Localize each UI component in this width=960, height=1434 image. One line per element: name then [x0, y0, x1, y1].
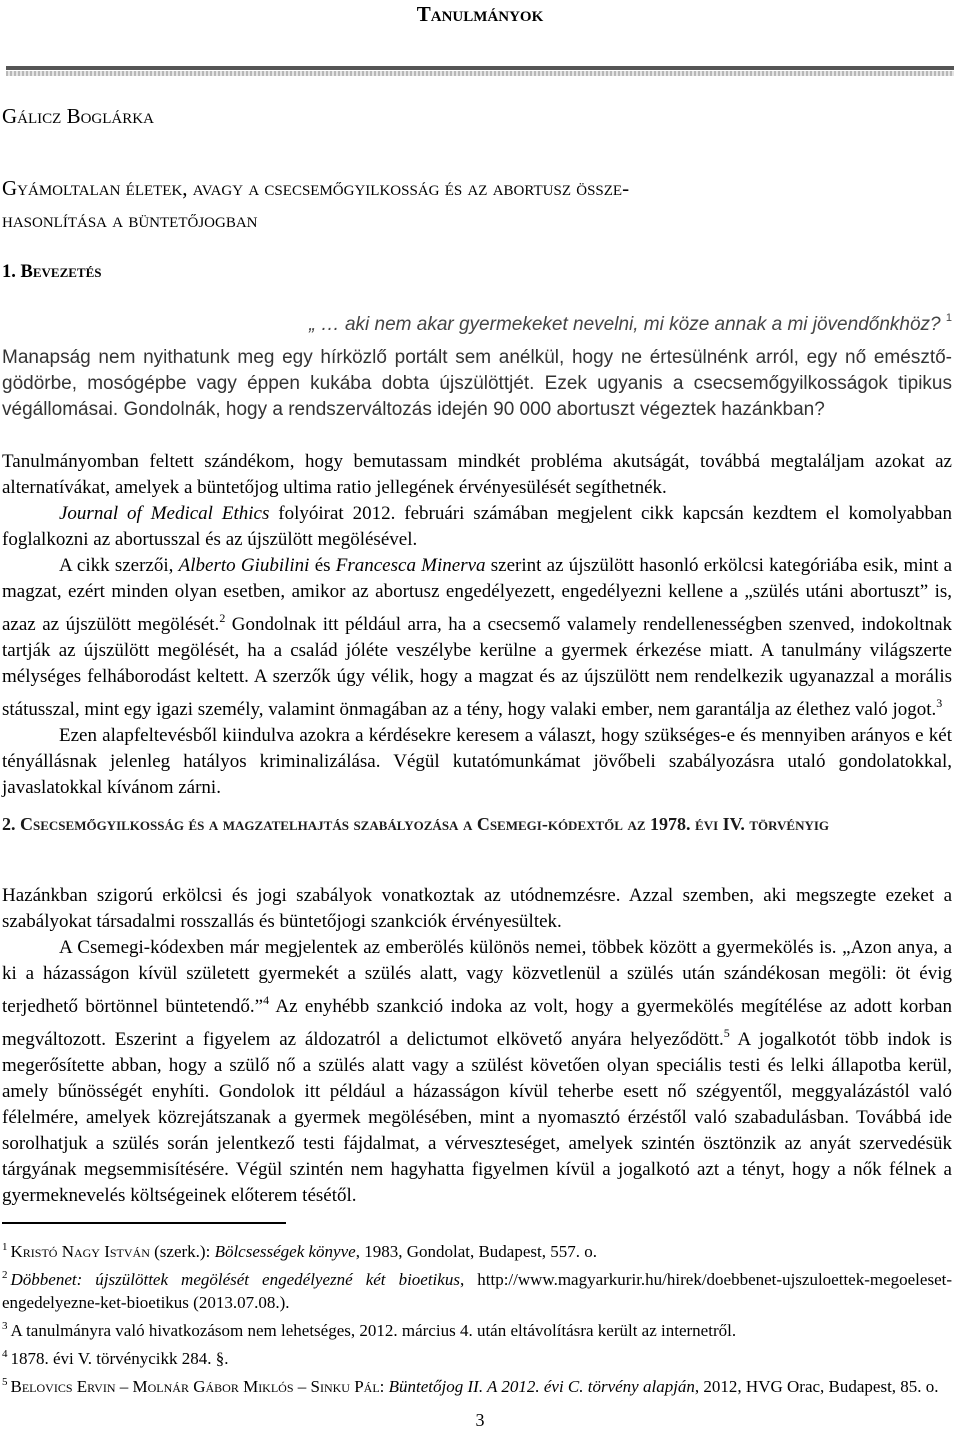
header-rule: [6, 66, 954, 70]
footnotes: [2, 1236, 952, 1399]
body-text: A Csemegi-kódexben már megjelentek az emberölés különös nemei, többek között a gyermekölés is. „Azon anya, a ki a házasságon kívül született gyermekét a szülés alatt, vagy közvetlenül a szülés után szándékosan megöli: öt évig terjedhető börtönnel büntetendő.”: [2, 937, 952, 1017]
author-ref: Francesca Minerva: [335, 555, 486, 576]
article-title: [2, 172, 952, 236]
body-paragraph-3: [2, 553, 952, 723]
section-2-body: [2, 883, 952, 1209]
body-text: folyóirat 2012. februári számában megjelent cikk kapcsán kezdtem el komolyabban foglalkozni az abortusszal és az újszülött megölésével.: [2, 503, 952, 550]
body-paragraph-4: Ezen alapfeltevésből kiindulva azokra a kérdésekre keresem a választ, hogy szükséges-e és mennyiben arányos e két tényállásnak jelenleg hatályos kriminalizálása. Végül kutatómunkámat jövőbeli szabályozásra utaló gondolatokkal, javaslatokkal kívánom zárni.: [2, 725, 952, 798]
footnote-4: [2, 1343, 952, 1370]
body-text: A jogalkotót több indok is megerősítette abban, hogy a szülő nő a szülés alatt vagy a szülést követően olyan speciális testi és lelki állapotba kerül, amely bűnösségét enyhíti. Gondolok itt például a házasságon kívül teherbe esett nő szégyentől, meggyalázástól való félelmére, amelyek közrejátszanak a gyermek megölésében, mint a nyomasztó érzéstől való szabadulásban. Továbbá ide sorolhatjuk a szülés során jelentkező testi fájdalmat, a vérveszteséget, amelyek szintén ösztönzik az anyát szervedésük tárgyának megsemmisítésére. Végül szintén nem hagyhatta figyelmen kívül a jogalkotó azt a tényt, hogy a nők félnek a gyermeknevelés költségeinek előterem tésétől.: [2, 1029, 952, 1206]
header-rule-pattern: [6, 71, 954, 76]
body-text: szerint az újszülött hasonló erkölcsi kategóriába esik, mint a magzat, ezért minden olyan esetben, amikor az abortusz engedélyezett, engedélyezni kellene a „szülés utáni abortuszt” is, azaz az újszülött megölését.: [2, 555, 953, 635]
footnote-number: 2: [2, 1269, 8, 1281]
footnote-2: [2, 1264, 952, 1314]
footnote-text: (szerk.):: [149, 1242, 215, 1261]
footnote-ref-5[interactable]: 5: [723, 1026, 730, 1040]
footnote-5: [2, 1371, 952, 1398]
body-text: Az enyhébb szankció indoka az volt, hogy a gyermekölés megítélése az adott korban megváltozott. Eszerint a figyelem az áldozatról a delictumot elkövető anyára helyeződött.: [2, 996, 952, 1050]
section-2-heading: 2. Csecsemőgyilkosság és a magzatelhajtás szabályozása a Csemegi-kódextől az 1978. évi IV. törvényig: [2, 814, 830, 834]
intro-text: Manapság nem nyithatunk meg egy hírközlő portált sem anélkül, hogy ne értesülnénk arról, egy nő emésztő-gödörbe, mosógépbe vagy éppen kukába dobta újszülöttjét. Ezek ugyanis a csecsemőgyilkosságok tipikus végállomásai. Gondolnák, hogy a rendszerváltozás idején 90 000 abortuszt végeztek hazánkban?: [2, 347, 952, 420]
title-line-2: hasonlítása a büntetőjogban: [2, 208, 258, 232]
footnote-rule: [2, 1222, 286, 1224]
body-text: és: [309, 555, 336, 576]
footnote-3: [2, 1315, 952, 1342]
footnote-author: Kristó Nagy István: [10, 1242, 150, 1261]
section-1-heading: 1. Bevezetés: [2, 262, 102, 282]
footnote-text: A tanulmányra való hivatkozásom nem lehetséges, 2012. március 4. után eltávolításra került az internetről.: [10, 1321, 737, 1340]
body-text: A cikk szerzői,: [59, 555, 179, 576]
footnote-number: 4: [2, 1348, 8, 1360]
body-text: Tanulmányomban feltett szándékom, hogy bemutassam mindkét probléma akutságát, továbbá megtaláljam azokat az alternatívákat, amelyek a büntetőjog ultima ratio jellegének érvényesülését segíthetnék.: [2, 451, 952, 498]
author-name: Gálicz Boglárka: [2, 104, 154, 128]
journal-name: Journal of Medical Ethics: [59, 503, 270, 524]
body-paragraph-5: Hazánkban szigorú erkölcsi és jogi szabályok vonatkoztak az utódnemzésre. Azzal szemben, aki megszegte ezeket a szabályokat társadalmi rosszallás és büntetőjogi szankciók érvényesültek.: [2, 885, 952, 932]
body-paragraph-2: [2, 501, 952, 553]
footnote-number: 3: [2, 1320, 8, 1332]
title-line-1: Gyámoltalan életek, avagy a csecsemőgyilkosság és az abortusz össze-: [2, 176, 630, 200]
intro-body: [2, 449, 952, 801]
running-header: Tanulmányok: [416, 2, 544, 26]
footnote-1: [2, 1236, 952, 1263]
footnote-ref-4[interactable]: 4: [263, 993, 270, 1007]
footnote-number: 5: [2, 1376, 8, 1388]
footnote-title: Döbbenet: újszülöttek megölését engedélyezné két bioetikus: [10, 1270, 460, 1289]
page-number: 3: [475, 1410, 485, 1430]
footnote-ref-2[interactable]: 2: [219, 611, 226, 625]
footnote-author: Belovics Ervin – Molnár Gábor Miklós – Sinku Pál: [10, 1377, 380, 1396]
footnote-ref-3[interactable]: 3: [936, 696, 943, 710]
footnote-link[interactable]: , http://www.magyarkurir.hu/hirek/doebbenet-ujszuloettek-megoeleset-engedelyezne-ket-bioetikus (2013.07.08.).: [2, 1270, 952, 1312]
footnote-text: , 2012, HVG Orac, Budapest, 85. o.: [694, 1377, 939, 1396]
footnote-number: 1: [2, 1241, 8, 1253]
footnote-title: Bölcsességek könyve: [214, 1242, 356, 1261]
body-paragraph-6: [2, 935, 952, 1209]
body-text: Gondolnak itt például arra, ha a csecsemő valamely rendellenességben szenved, indokoltnak tartják az újszülött megölését, ha a család jóléte veszélybe kerülne a gyermek érkezése miatt. A tanulmány világszerte mélységes felháborodást keltett. A szerzők úgy vélik, hogy a magzat és az újszülött nem rendelkezik ugyanazzal a morális státusszal, mint egy igazi személy, valamint önmagában az a tény, hogy valaki ember, nem garantálja az élethez való jogot.: [2, 614, 953, 720]
motto-quote: [309, 312, 952, 336]
intro-paragraph: [2, 345, 952, 423]
footnote-title: Büntetőjog II. A 2012. évi C. törvény alapján: [388, 1377, 695, 1396]
footnote-text: :: [379, 1377, 389, 1396]
footnote-ref-1[interactable]: 1: [945, 312, 952, 324]
author-ref: Alberto Giubilini: [178, 555, 310, 576]
footnote-text: , 1983, Gondolat, Budapest, 557. o.: [355, 1242, 597, 1261]
footnote-text: 1878. évi V. törvénycikk 284. §.: [10, 1349, 229, 1368]
body-paragraph-1: [2, 449, 952, 501]
motto-text: „ … aki nem akar gyermekeket nevelni, mi köze annak a mi jövendőnkhöz?: [309, 314, 941, 335]
